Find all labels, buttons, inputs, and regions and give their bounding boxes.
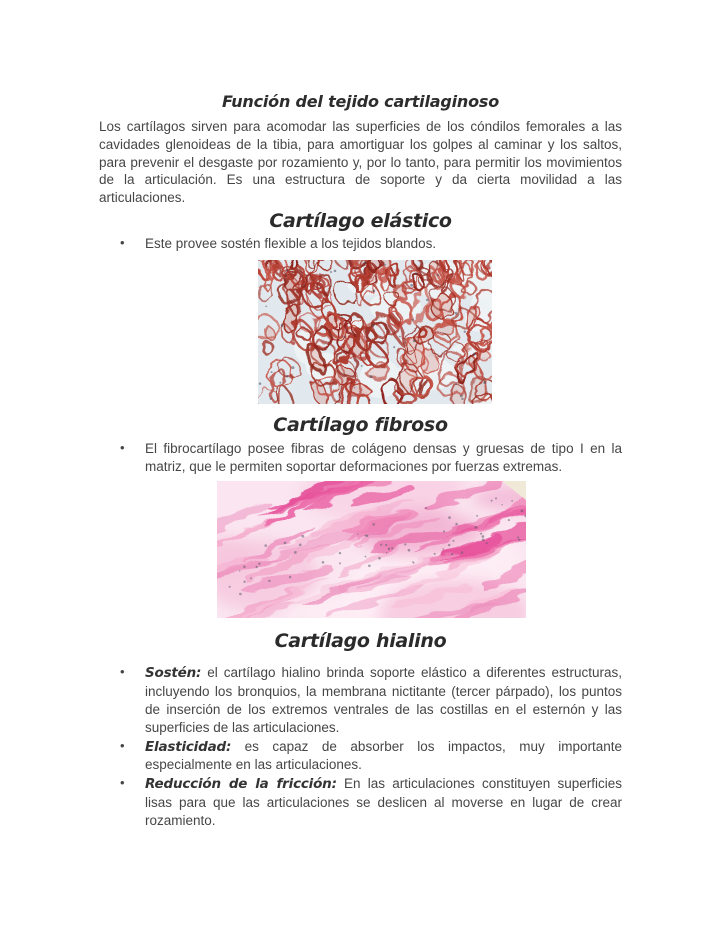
document-content — [99, 0, 622, 830]
bullet-lead: Sostén: — [145, 665, 202, 682]
list-item — [99, 664, 622, 736]
section-heading-cartilago-hialino: Cartílago hialino — [274, 630, 447, 653]
list-item-text: Este provee sostén flexible a los tejidos blandos. — [145, 235, 437, 251]
fibrocartilage-micrograph — [217, 481, 526, 618]
section-heading-cartilago-elastico: Cartílago elástico — [269, 209, 452, 232]
bullet-icon: • — [120, 664, 125, 680]
elastic-bullet-list — [99, 235, 622, 253]
elastic-cartilage-image — [258, 260, 492, 404]
bullet-icon: • — [120, 737, 125, 753]
list-item — [99, 440, 622, 476]
list-item-text — [145, 775, 622, 829]
bullet-body: el cartílago hialino brinda soporte elástico a diferentes estructuras, incluyendo los bronquios, la membrana nictitante (tercer párpado), los puntos de inserción de los extremos ventrales de las costillas en el esternón y las superficies de las articulaciones. — [145, 665, 622, 735]
bullet-body: es capaz de absorber los impactos, muy importante especialmente en las articulaciones. — [145, 738, 622, 773]
list-item-text: El fibrocartílago posee fibras de colágeno densas y gruesas de tipo I en la matriz, que le permiten soportar deformaciones por fuerzas extremas. — [145, 440, 622, 474]
list-item — [99, 738, 622, 775]
elastic-cartilage-micrograph — [258, 260, 492, 404]
hyaline-bullet-list — [99, 664, 622, 829]
bullet-icon: • — [120, 234, 125, 250]
bullet-body: En las articulaciones constituyen superficies lisas para que las articulaciones se deslicen al moverse en lugar de crear rozamiento. — [145, 776, 622, 828]
section-heading-cartilago-fibroso: Cartílago fibroso — [273, 413, 448, 436]
bullet-icon: • — [120, 775, 125, 791]
fibrocartilage-image — [217, 481, 526, 618]
bullet-lead: Reducción de la fricción: — [145, 776, 337, 793]
list-item-text — [145, 664, 622, 736]
list-item-text — [145, 738, 622, 775]
page-title: Función del tejido cartilaginoso — [222, 92, 499, 111]
bullet-icon: • — [120, 439, 125, 455]
bullet-lead: Elasticidad: — [145, 738, 232, 755]
list-item — [99, 235, 622, 253]
intro-paragraph: Los cartílagos sirven para acomodar las superficies de los cóndilos femorales a las cavidades glenoideas de la tibia, para amortiguar los golpes al caminar y los saltos, para prevenir el desgaste por rozamiento y, por lo tanto, para permitir los movimientos de la articulación. Es una estructura de soporte y da cierta movilidad a las articulaciones. — [99, 119, 622, 206]
list-item — [99, 775, 622, 829]
fibrous-bullet-list — [99, 440, 622, 476]
